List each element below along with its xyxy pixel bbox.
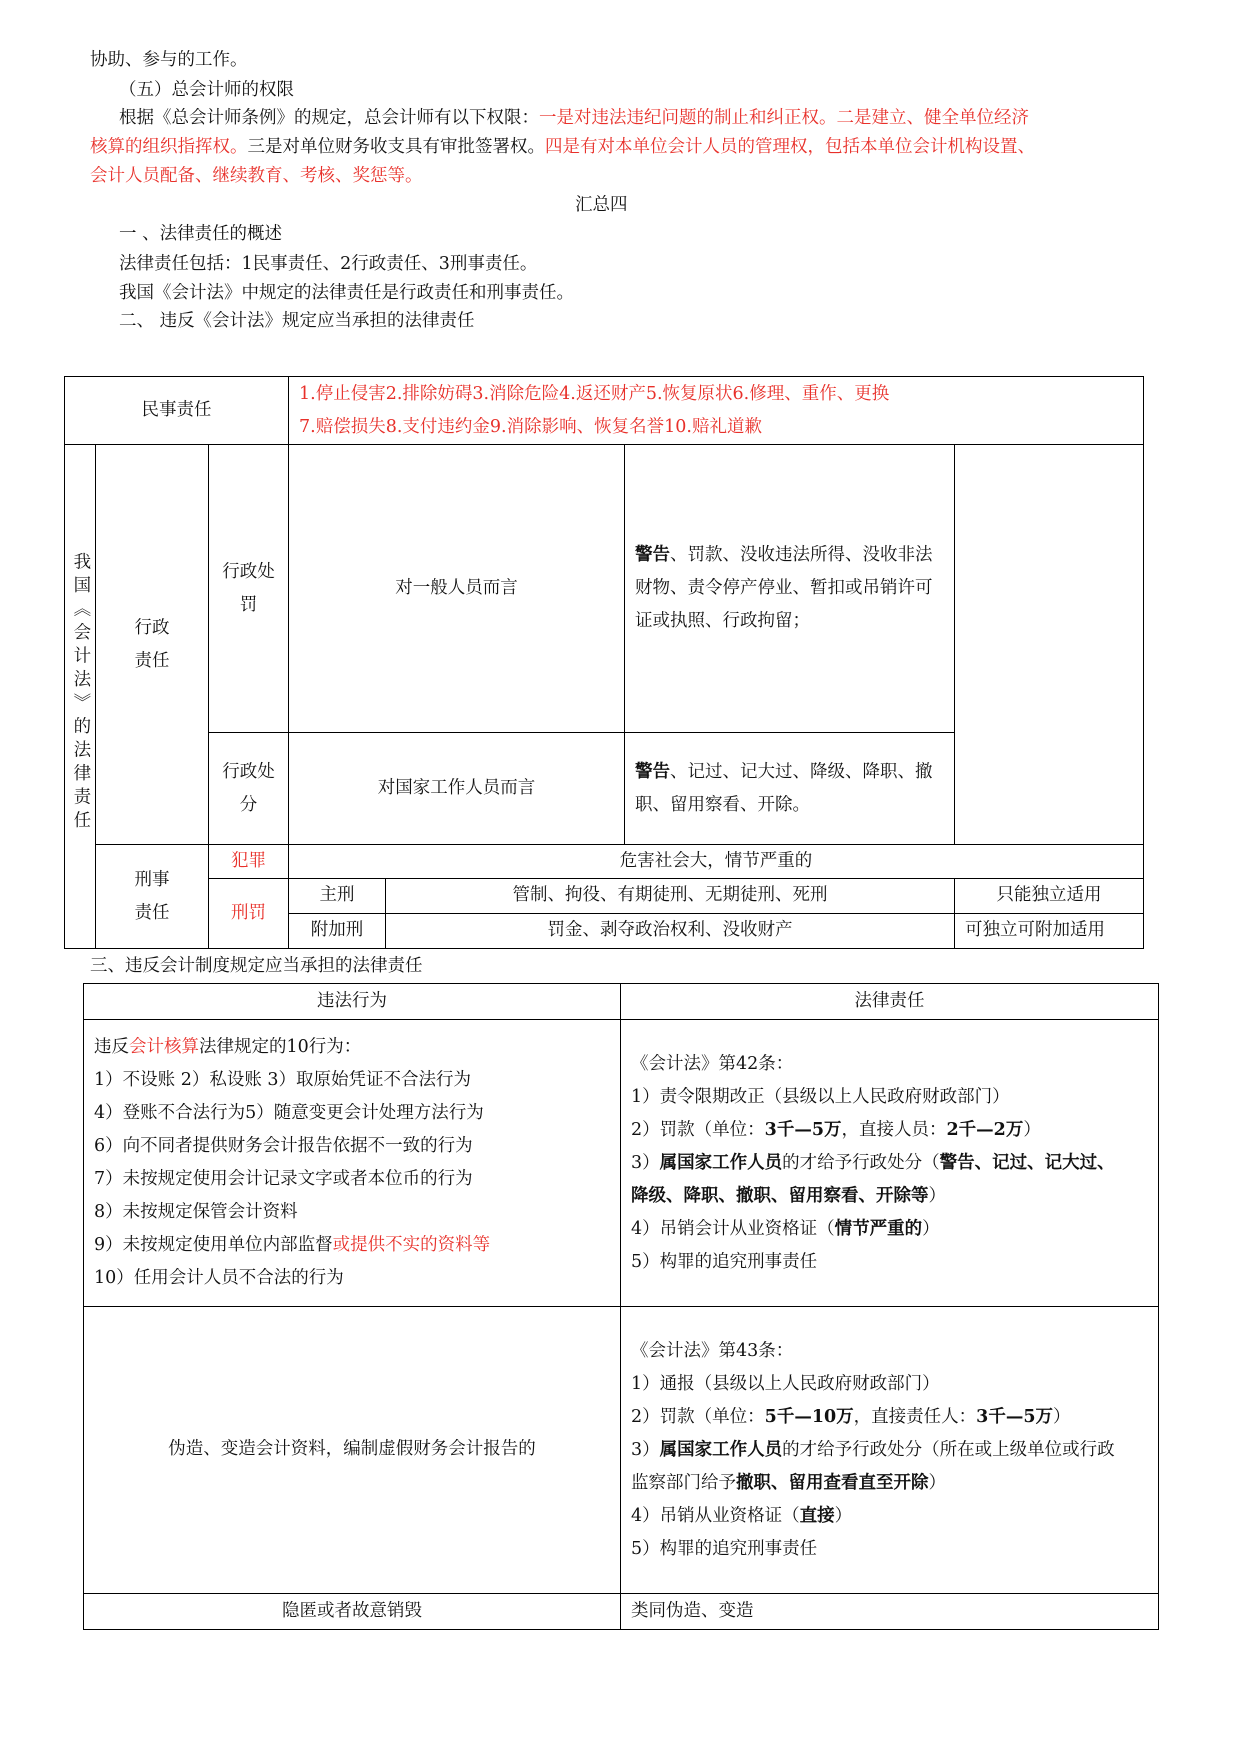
civil-line: 7.赔偿损失8.支付违约金9.消除影响、恢复名誉10.赔礼道歉 [299, 416, 762, 437]
paragraph-authority [119, 110, 1029, 128]
empty-cell [955, 445, 1144, 845]
bold: 5千—10万 [764, 1406, 854, 1427]
para-highlight: 核算的组织指挥权。 [90, 137, 248, 157]
list-item [631, 1114, 1152, 1147]
highlight: 会计核算 [129, 1037, 199, 1057]
bold: 直接 [799, 1505, 835, 1526]
extra-penalty-note: 可独立可附加适用 [955, 914, 1144, 949]
column-header: 违法行为 [84, 984, 621, 1020]
list-item [631, 1401, 1152, 1434]
violation-cell [84, 1020, 621, 1307]
violation-cell: 伪造、变造会计资料，编制虚假财务会计报告的 [84, 1307, 621, 1594]
law-vertical-label [65, 445, 96, 949]
punishment-label: 刑罚 [209, 879, 289, 949]
sanction-label-line: 行政处 [222, 761, 275, 782]
sanction-target: 对国家工作人员而言 [289, 733, 625, 845]
heading-authority: （五）总会计师的权限 [119, 80, 294, 100]
criminal-label-line: 刑事 [134, 869, 170, 890]
bold: 3千—5万 [976, 1406, 1054, 1427]
text: ） [928, 1185, 946, 1206]
text: 4）吊销会计从业资格证（ [631, 1218, 835, 1239]
list-item: 1）通报（县级以上人民政府财政部门） [631, 1373, 940, 1394]
text: 4）吊销从业资格证（ [631, 1505, 800, 1526]
bold: 撤职、留用查看直至开除 [736, 1472, 929, 1493]
bold: 降级、降职、撤职、留用察看、开除等 [631, 1185, 929, 1206]
criminal-label-line: 责任 [134, 902, 170, 923]
accounting-violation-table [83, 983, 1159, 1630]
list-item [631, 1213, 1152, 1246]
list-item: 1）不设账 2）私设账 3）取原始凭证不合法行为 [94, 1070, 472, 1090]
list-item: 7）未按规定使用会计记录文字或者本位币的行为 [94, 1169, 473, 1189]
admin-penalty-row [65, 445, 1144, 733]
table-header-row [84, 984, 1159, 1020]
penalty-target: 对一般人员而言 [289, 445, 625, 733]
sanction-content-bold: 警告 [635, 761, 671, 782]
para-text: 根据《总会计师条例》的规定，总会计师有以下权限： [119, 108, 539, 128]
summary-title: 汇总四 [575, 195, 628, 215]
sanction-label [209, 733, 289, 845]
text: ） [928, 1472, 946, 1493]
text: ） [922, 1218, 940, 1239]
list-item [631, 1500, 1152, 1533]
para-highlight: 四是有对本单位会计人员的管理权，包括本单位会计机构设置、 [545, 137, 1035, 157]
list-item [631, 1467, 1152, 1500]
liability-title: 《会计法》第43条： [631, 1340, 794, 1361]
penalty-content [625, 445, 955, 733]
summary-paragraph: 我国《会计法》中规定的法律责任是行政责任和刑事责任。 [119, 283, 574, 303]
text: 3） [631, 1152, 660, 1173]
main-penalty-row [65, 879, 1144, 914]
list-item [631, 1434, 1152, 1467]
civil-content [289, 377, 1144, 445]
bold: 3千—5万 [764, 1119, 842, 1140]
list-item [631, 1180, 1152, 1213]
admin-label [96, 445, 209, 845]
bold: 属国家工作人员 [659, 1152, 783, 1173]
list-item: 4）登账不合法行为5）随意变更会计处理方法行为 [94, 1103, 484, 1123]
liability-title: 《会计法》第42条： [631, 1053, 794, 1074]
text: 的才给予行政处分（ [782, 1152, 940, 1173]
penalty-content-bold: 警告 [635, 545, 671, 565]
text: ） [1053, 1406, 1071, 1427]
penalty-label-line: 罚 [239, 594, 258, 615]
list-item: 5）构罪的追究刑事责任 [631, 1538, 818, 1559]
liability-cell [621, 1307, 1159, 1594]
criminal-label [96, 845, 209, 949]
text: 监察部门给予 [631, 1472, 736, 1493]
text: 3） [631, 1439, 660, 1460]
violation-head [94, 1031, 614, 1064]
text: 9）未按规定使用单位内部监督 [94, 1235, 333, 1255]
legal-liability-table [64, 376, 1144, 949]
section-heading-1: 一 、法律责任的概述 [119, 224, 283, 244]
list-item: 5）构罪的追究刑事责任 [631, 1251, 818, 1272]
liability-cell: 类同伪造、变造 [621, 1594, 1159, 1630]
extra-penalty-label: 附加刑 [289, 914, 386, 949]
summary-paragraph: 法律责任包括：1民事责任、2行政责任、3刑事责任。 [119, 254, 538, 274]
text: 法律规定的10行为： [199, 1037, 362, 1057]
sanction-content-text: 、记过、记大过、降级、降职、撤职、留用察看、开除。 [635, 761, 933, 815]
penalty-label [209, 445, 289, 733]
list-item [631, 1147, 1152, 1180]
text: ） [1023, 1119, 1041, 1140]
penalty-label-line: 行政处 [222, 561, 275, 582]
main-penalty-label: 主刑 [289, 879, 386, 914]
table-row [84, 1594, 1159, 1630]
text: ，直接人员： [841, 1119, 947, 1140]
sanction-content [625, 733, 955, 845]
para-highlight: 一是对违法违纪问题的制止和纠正权。二是建立、健全单位经济 [539, 108, 1029, 128]
admin-label-line: 行政 [134, 617, 170, 638]
bold: 情节严重的 [834, 1218, 923, 1239]
main-penalty-content: 管制、拘役、有期徒刑、无期徒刑、死刑 [386, 879, 955, 914]
text: 违反 [94, 1037, 129, 1057]
bold: 2千—2万 [946, 1119, 1024, 1140]
law-vertical-text: 我国《会计法》的法律责任 [70, 551, 91, 834]
list-item [94, 1229, 614, 1262]
text: 2）罚款（单位： [631, 1119, 765, 1140]
text: ） [834, 1505, 853, 1526]
text: ，直接责任人： [853, 1406, 977, 1427]
section-heading-3: 三、违反会计制度规定应当承担的法律责任 [90, 956, 423, 976]
crime-content: 危害社会大，情节严重的 [289, 845, 1144, 879]
extra-penalty-content: 罚金、剥夺政治权利、没收财产 [386, 914, 955, 949]
column-header: 法律责任 [621, 984, 1159, 1020]
crime-row [65, 845, 1144, 879]
text: 的才给予行政处分（所在或上级单位或行政 [782, 1439, 1115, 1460]
main-penalty-note: 只能独立适用 [955, 879, 1144, 914]
list-item: 10）任用会计人员不合法的行为 [94, 1268, 344, 1288]
para-text: 三是对单位财务收支具有审批签署权。 [247, 137, 545, 157]
text: 2）罚款（单位： [631, 1406, 765, 1427]
penalty-content-text: 、罚款、没收违法所得、没收非法财物、责令停产停业、暂扣或吊销许可证或执照、行政拘留； [635, 545, 933, 631]
list-item: 6）向不同者提供财务会计报告依据不一致的行为 [94, 1136, 473, 1156]
liability-cell [621, 1020, 1159, 1307]
civil-line: 1.停止侵害2.排除妨碍3.消除危险4.返还财产5.恢复原状6.修理、重作、更换 [299, 384, 890, 404]
civil-row [65, 377, 1144, 445]
table-row [84, 1307, 1159, 1594]
admin-label-line: 责任 [134, 650, 170, 671]
bold: 警告、记过、记大过、 [939, 1152, 1115, 1173]
table-row [84, 1020, 1159, 1307]
bold: 属国家工作人员 [659, 1439, 783, 1460]
highlight: 或提供不实的资料等 [332, 1235, 491, 1255]
crime-label: 犯罪 [209, 845, 289, 879]
paragraph-authority-cont [90, 139, 1035, 157]
intro-line: 协助、参与的工作。 [90, 50, 248, 70]
violation-cell: 隐匿或者故意销毁 [84, 1594, 621, 1630]
civil-label: 民事责任 [65, 377, 289, 445]
section-heading-2: 二、 违反《会计法》规定应当承担的法律责任 [119, 311, 475, 331]
paragraph-authority-end: 会计人员配备、继续教育、考核、奖惩等。 [90, 166, 423, 186]
list-item: 8）未按规定保管会计资料 [94, 1202, 298, 1222]
list-item: 1）责令限期改正（县级以上人民政府财政部门） [631, 1086, 1010, 1107]
sanction-label-line: 分 [239, 794, 258, 815]
